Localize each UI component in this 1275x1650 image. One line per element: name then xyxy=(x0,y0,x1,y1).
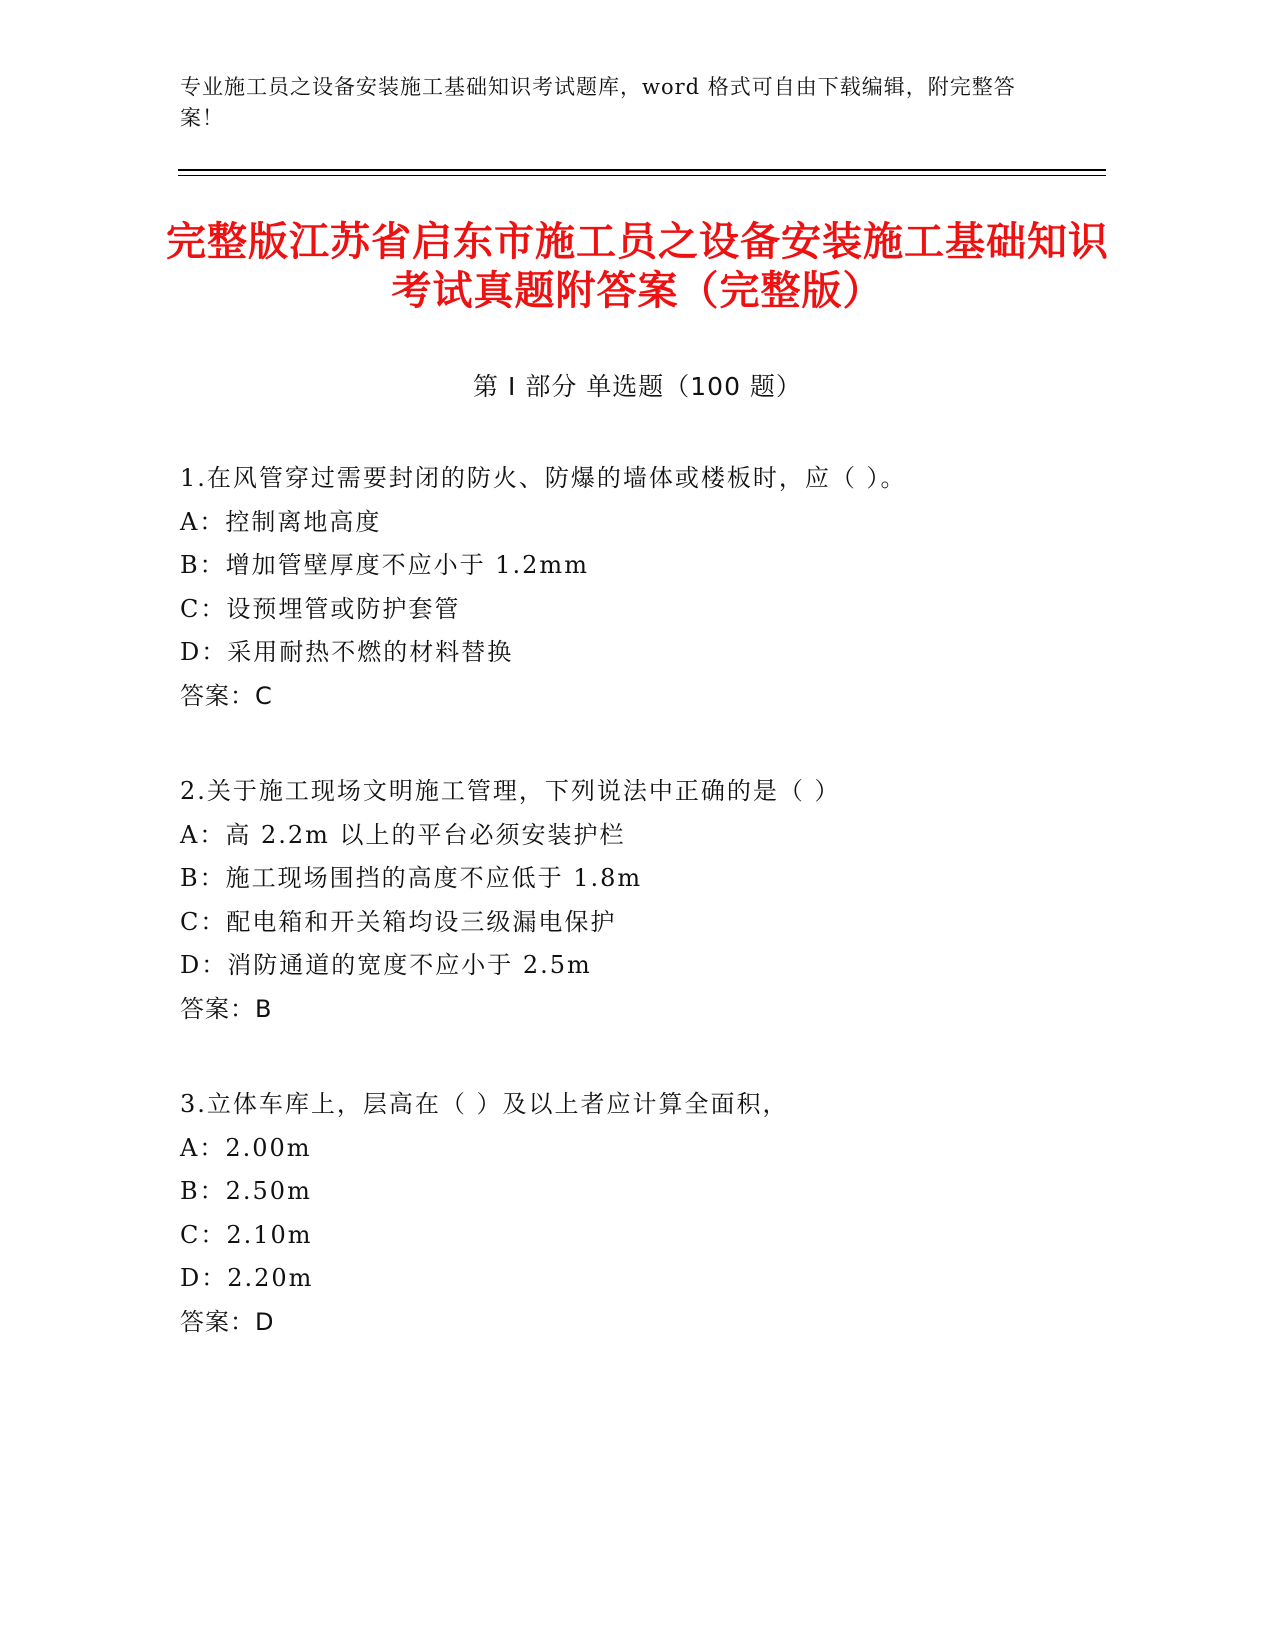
option-b: B：增加管壁厚度不应小于 1.2mm xyxy=(180,551,589,579)
option-a: A：高 2.2m 以上的平台必须安装护栏 xyxy=(180,820,626,849)
question-stem: 1.在风管穿过需要封闭的防火、防爆的墙体或楼板时，应（ ）。 xyxy=(180,464,907,492)
option-d: D：消防通道的宽度不应小于 2.5m xyxy=(180,951,592,979)
question-1 xyxy=(180,457,1120,718)
option-b: B：施工现场围挡的高度不应低于 1.8m xyxy=(180,864,643,892)
question-stem: 3.立体车库上，层高在（ ）及以上者应计算全面积， xyxy=(180,1090,789,1118)
option-c: C：设预埋管或防护套管 xyxy=(180,594,461,623)
header-note: 专业施工员之设备安装施工基础知识考试题库，word 格式可自由下载编辑，附完整答案！ xyxy=(180,75,1016,130)
option-a: A：2.00m xyxy=(180,1133,312,1162)
option-d: D：采用耐热不燃的材料替换 xyxy=(180,638,514,666)
option-c: C：配电箱和开关箱均设三级漏电保护 xyxy=(180,907,617,936)
document-title: 完整版江苏省启东市施工员之设备安装施工基础知识考试真题附答案（完整版） xyxy=(166,219,1109,314)
answer-line: 答案：D xyxy=(180,1307,275,1336)
option-d: D：2.20m xyxy=(180,1264,314,1292)
question-stem: 2.关于施工现场文明施工管理，下列说法中正确的是（ ） xyxy=(180,777,841,805)
answer-line: 答案：B xyxy=(180,994,273,1023)
option-a: A：控制离地高度 xyxy=(180,507,382,536)
question-2 xyxy=(180,770,1120,1031)
answer-line: 答案：C xyxy=(180,681,273,710)
option-b: B：2.50m xyxy=(180,1177,312,1205)
header-rule-thin xyxy=(178,175,1106,176)
header-rule-thick xyxy=(178,169,1106,171)
question-3 xyxy=(180,1083,1120,1344)
section-title: 第 I 部分 单选题（100 题） xyxy=(473,372,802,401)
option-c: C：2.10m xyxy=(180,1220,313,1249)
question-list xyxy=(180,457,1120,1396)
